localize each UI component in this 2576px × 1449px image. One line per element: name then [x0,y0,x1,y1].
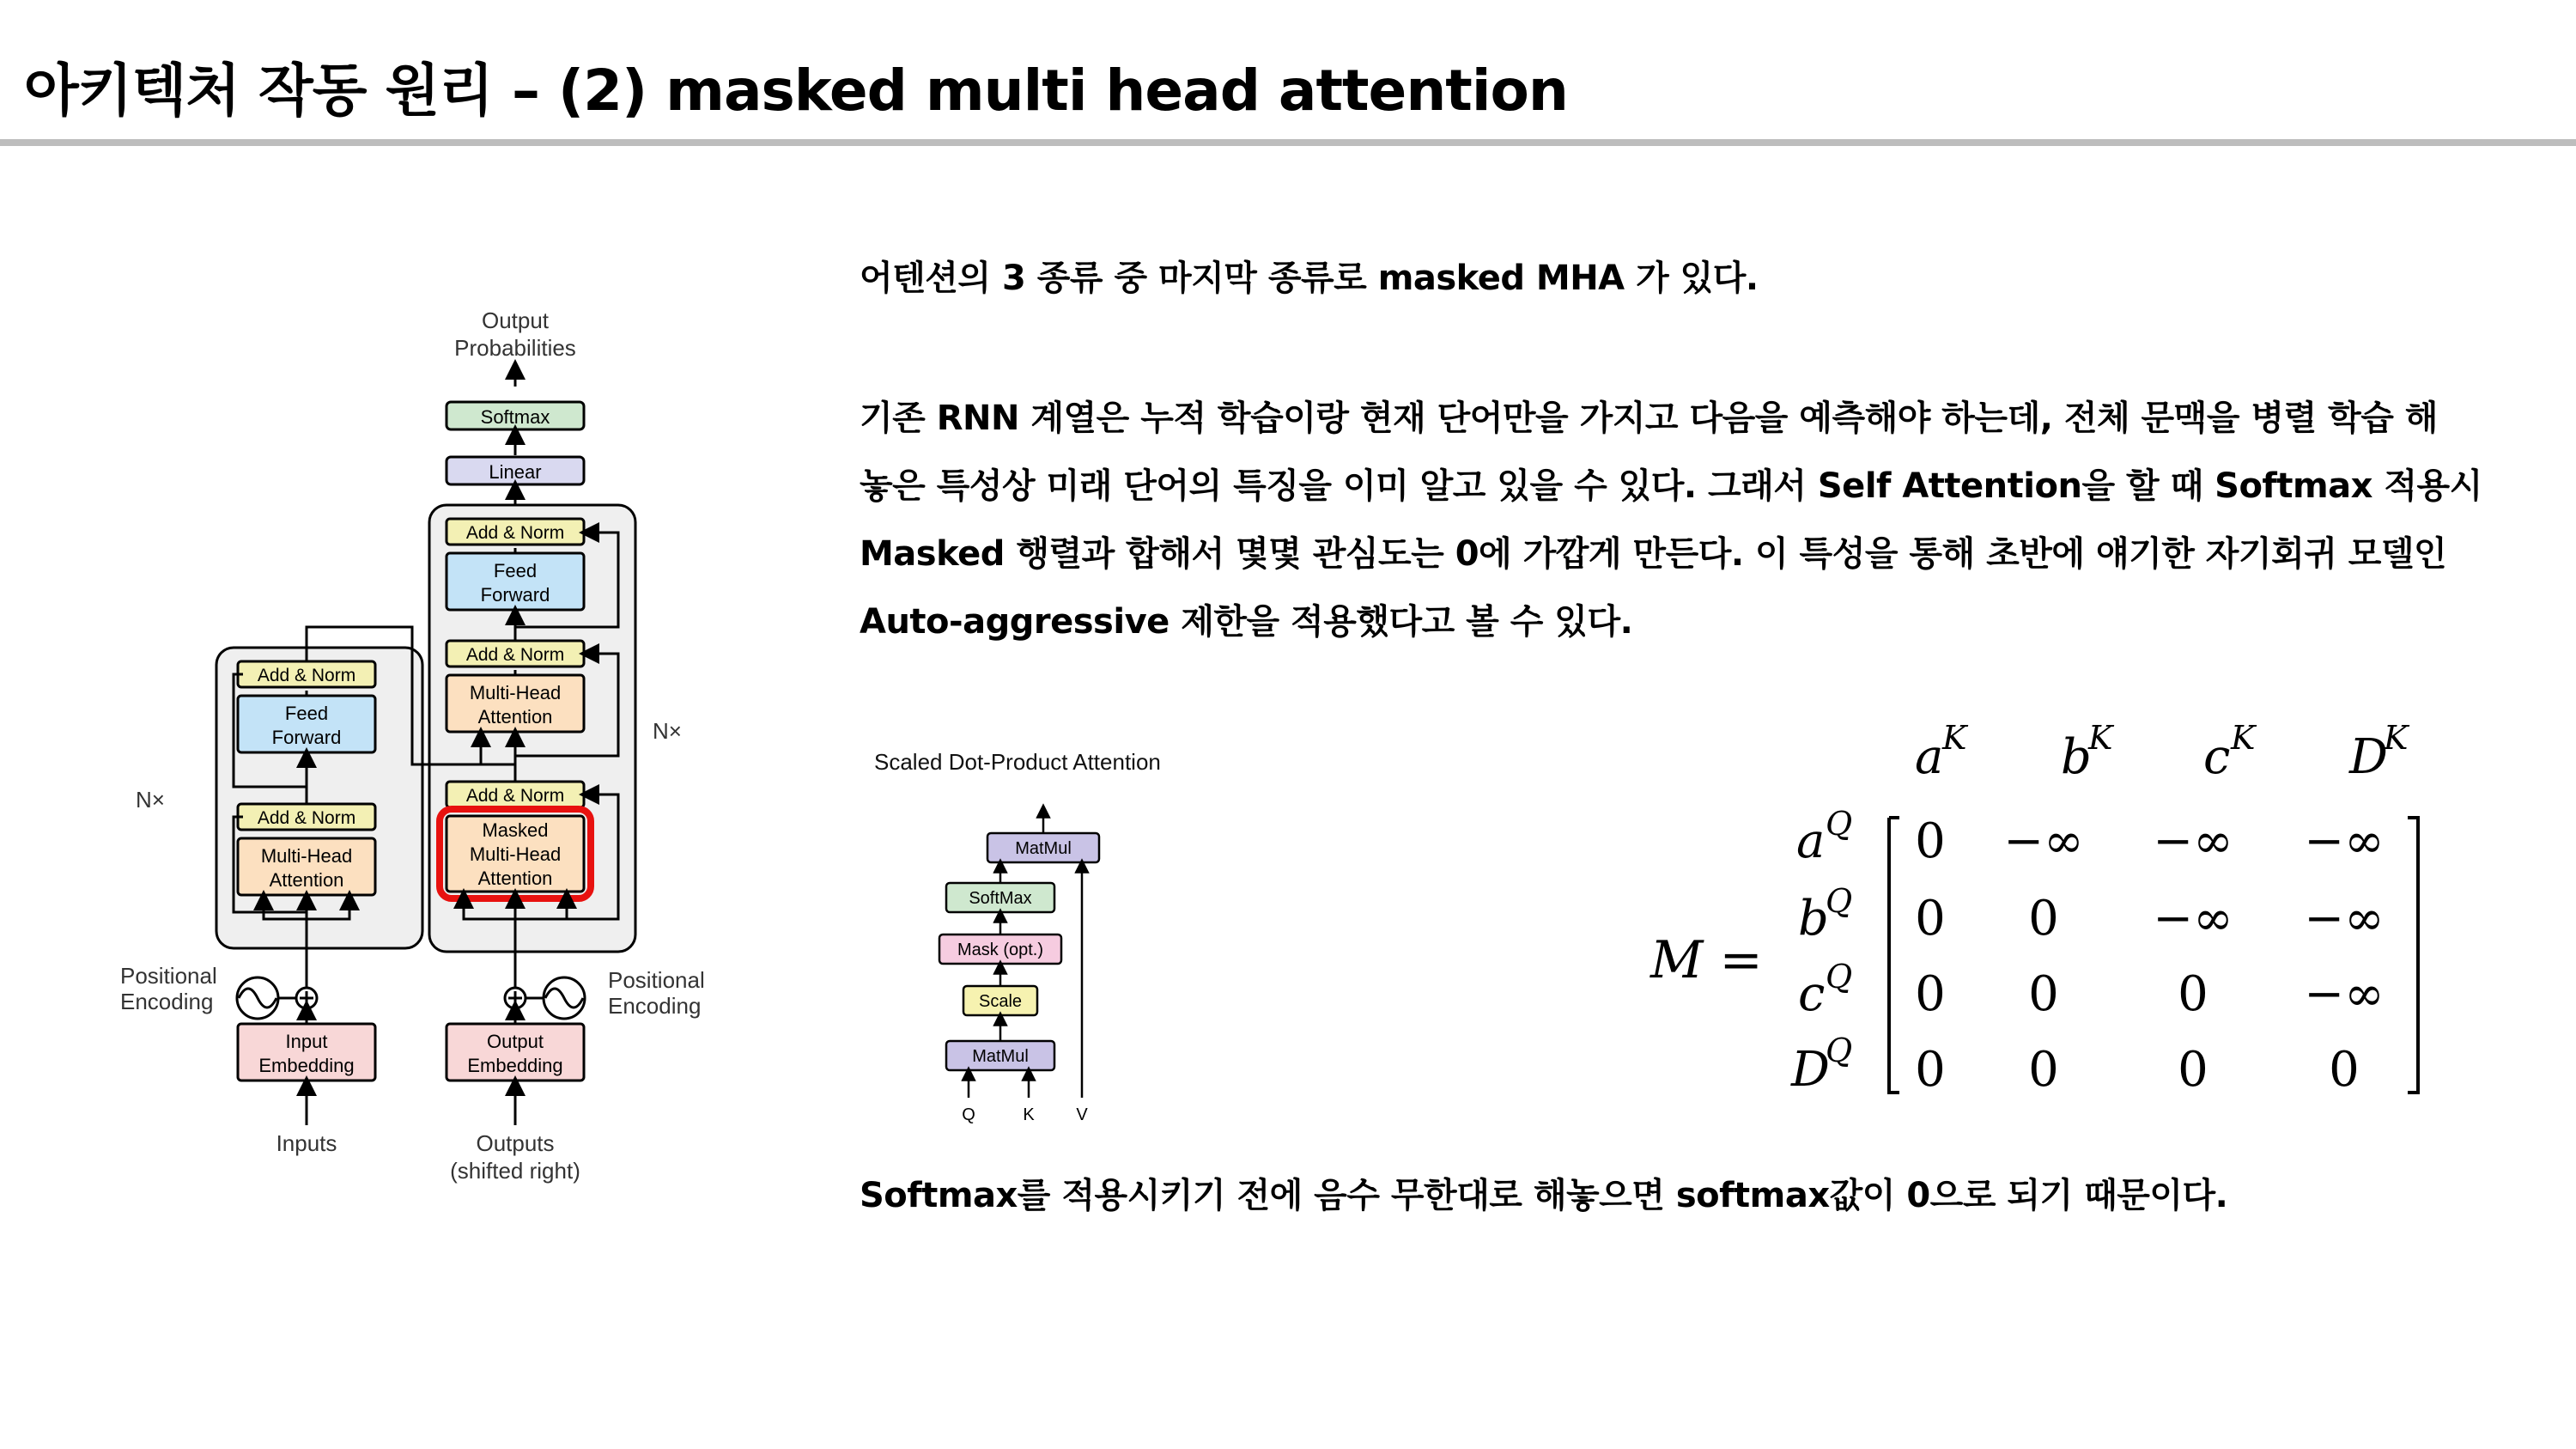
column-header-b [2061,719,2115,785]
matrix-cell: −∞ [2153,813,2233,869]
positional-encoding-label-right: Positional [608,967,705,993]
row-header-a [1796,805,1852,869]
svg-text:Output: Output [486,1031,544,1052]
svg-text:Forward: Forward [271,727,342,748]
mask-matrix [1631,704,2447,1117]
matrix-cell: −∞ [2304,891,2385,947]
matrix-cell: 0 [1915,966,1946,1022]
svg-text:Probabilities: Probabilities [454,335,576,361]
svg-text:c: c [2203,729,2231,785]
output-probabilities-label: Output [481,307,550,333]
matrix-cell: 0 [2028,966,2059,1022]
inputs-label: Inputs [276,1130,337,1156]
svg-text:Q: Q [1826,805,1853,843]
svg-text:Embedding: Embedding [467,1055,563,1076]
svg-text:Add & Norm: Add & Norm [257,808,356,828]
explanation-line: 기존 RNN 계열은 누적 학습이랑 현재 단어만을 가지고 다음을 예측해야 하는데, 전체 문맥을 병렬 학습 해 [860,399,2438,438]
matrix-cell: 0 [2178,1042,2208,1098]
svg-text:Attention: Attention [477,868,553,889]
column-header-a [1915,719,1969,785]
svg-text:Add & Norm: Add & Norm [257,666,356,685]
decoder-nx-label: N× [653,718,682,744]
svg-text:Add & Norm: Add & Norm [465,786,565,806]
svg-text:K: K [1942,719,1967,757]
scaled-dot-product-attention-diagram [867,739,1228,1134]
paragraph-explanation [860,385,2482,656]
matrix-cell: −∞ [2003,813,2084,869]
svg-text:Linear: Linear [489,461,542,483]
encoder-block [216,648,422,948]
explanation-line: Masked 행렬과 합해서 몇몇 관심도는 0에 가깝게 만든다. 이 특성을 통해 초반에 얘기한 자기회귀 모델인 [860,534,2447,574]
svg-text:V: V [1076,1105,1088,1124]
sdpa-title: Scaled Dot-Product Attention [874,749,1161,775]
transformer-architecture-diagram [86,301,756,1202]
matrix-cell: 0 [2028,1042,2059,1098]
svg-text:K: K [1023,1105,1035,1124]
svg-text:b: b [2061,729,2092,785]
svg-text:K: K [2384,719,2409,757]
explanation-line: Auto-aggressive 제한을 적용했다고 볼 수 있다. [860,602,1633,642]
row-header-b [1798,882,1852,947]
svg-text:Add & Norm: Add & Norm [465,523,565,543]
encoder-nx-label: N× [136,787,165,813]
svg-text:Mask (opt.): Mask (opt.) [957,941,1044,959]
svg-text:Feed: Feed [284,703,329,724]
svg-text:(shifted right): (shifted right) [450,1158,580,1184]
explanation-line: 놓은 특성상 미래 단어의 특징을 이미 알고 있을 수 있다. 그래서 Self Attention을 할 때 Softmax 적용시 [860,466,2482,506]
row-header-d [1790,1032,1852,1098]
matrix-cell: 0 [1915,1042,1946,1098]
svg-text:Q: Q [1826,958,1853,995]
svg-text:Multi-Head: Multi-Head [469,682,562,703]
svg-text:Attention: Attention [269,869,344,891]
svg-text:Softmax: Softmax [480,406,550,428]
matrix-cell: 0 [1915,813,1946,869]
row-header-c [1798,958,1852,1022]
svg-text:Input: Input [285,1031,328,1052]
matrix-cell: 0 [1915,891,1946,947]
svg-text:Forward: Forward [480,584,550,606]
matrix-cell: 0 [2329,1042,2360,1098]
title-divider [0,139,2576,146]
paragraph-intro: 어텐션의 3 종류 중 마지막 종류로 masked MHA 가 있다. [860,259,1759,298]
matrix-cell: 0 [2178,966,2208,1022]
svg-text:K: K [2231,719,2256,757]
svg-text:MatMul: MatMul [1015,839,1072,858]
svg-text:K: K [2088,719,2113,757]
svg-text:c: c [1798,966,1826,1022]
outputs-label: Outputs [476,1130,555,1156]
right-bracket [2408,818,2418,1093]
column-header-d [2348,719,2410,785]
paragraph-conclusion: Softmax를 적용시키기 전에 음수 무한대로 해놓으면 softmax값이 0으로 되기 때문이다. [860,1176,2228,1215]
svg-text:D: D [1791,1042,1830,1098]
svg-text:Encoding: Encoding [608,993,702,1019]
matrix-cell: −∞ [2153,891,2233,947]
matrix-cell: −∞ [2304,966,2385,1022]
svg-text:Q: Q [962,1105,975,1124]
svg-text:Scale: Scale [978,992,1023,1011]
svg-text:Q: Q [1826,1032,1853,1069]
positional-encoding-label-left: Positional [120,963,217,989]
svg-text:SoftMax: SoftMax [969,889,1032,908]
svg-text:Embedding: Embedding [258,1055,355,1076]
svg-text:Q: Q [1826,882,1853,920]
svg-text:Encoding: Encoding [120,989,214,1014]
left-bracket [1889,818,1899,1093]
svg-text:Add & Norm: Add & Norm [465,645,565,665]
svg-text:a: a [1796,813,1826,869]
slide-title: 아키텍처 작동 원리 – (2) masked multi head attention [24,58,1568,124]
svg-text:D: D [2349,729,2388,785]
matrix-cell: −∞ [2304,813,2385,869]
svg-text:Multi-Head: Multi-Head [260,845,353,867]
svg-text:Attention: Attention [477,706,553,728]
svg-text:Masked: Masked [482,819,549,841]
svg-text:MatMul: MatMul [972,1047,1029,1066]
matrix-lhs: M = [1650,930,1763,990]
column-header-c [2203,719,2257,785]
matrix-cell: 0 [2028,891,2059,947]
svg-text:Multi-Head: Multi-Head [469,843,562,865]
svg-text:Feed: Feed [493,560,538,581]
svg-text:b: b [1798,891,1829,947]
svg-text:a: a [1915,729,1944,785]
